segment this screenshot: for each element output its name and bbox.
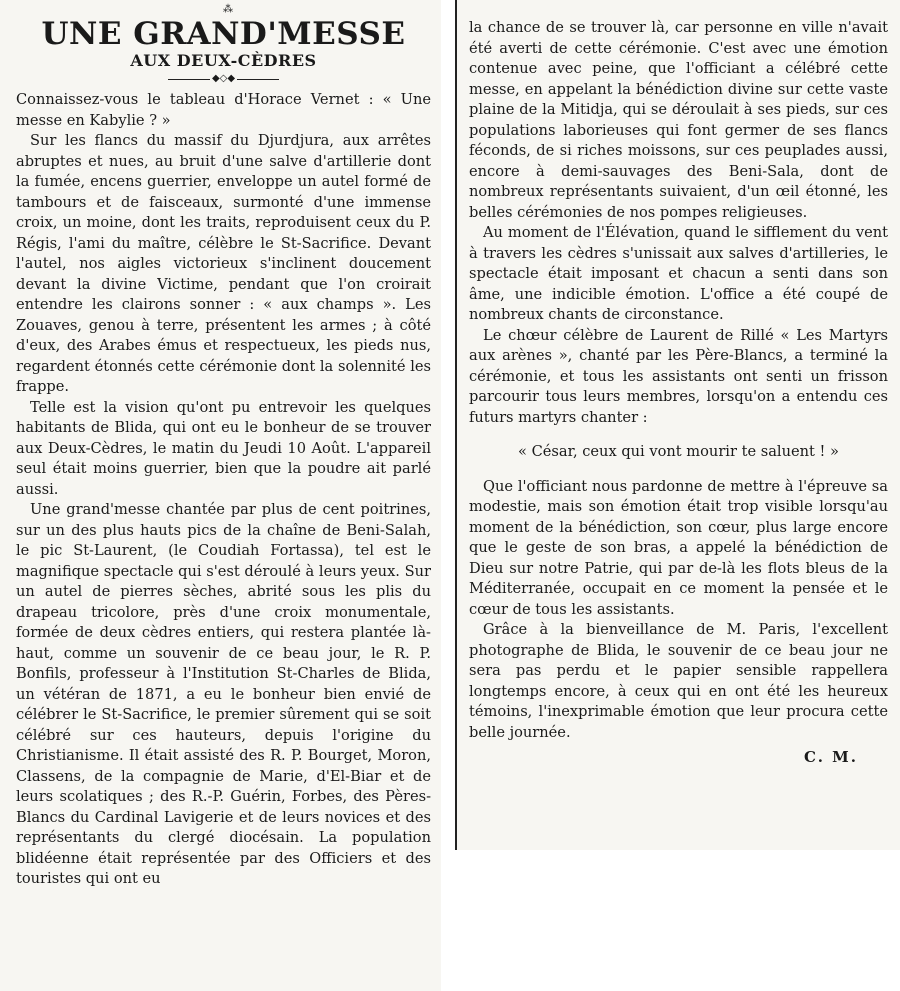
paragraph-intro: Connaissez-vous le tableau d'Horace Vernet : « Une messe en Kabylie ? » [16,91,431,129]
paragraph-grand-messe: Une grand'messe chantée par plus de cent poitrines, sur un des plus hauts pics de la chaîne de Beni-Salah, le pic St-Laurent, (le Coudiah Fortassa), tel est le magnifique spectacle qui s'est déroulé à leurs yeux. Sur un autel de pierres sèches, abrité sous les plis du drapeau tricolore, près d'une croix monumentale, formée de deux cèdres entiers, qui restera plantée là-haut, comme un souvenir de ce beau jour, le R. P. Bonfils, professeur à l'Institution St-Charles de Blida, un vétéran de 1871, a eu le bonheur bien envié de célébrer le St-Sacrifice, le premier sûrement qui se soit célébré sur ces hauteurs, depuis l'origine du Christianisme. Il était assisté des R. P. Bourget, Moron, Classens, de la compagnie de Marie, d'El-Biar et de leurs scolatiques ; des R.-P. Guérin, Forbes, des Pères-Blancs du Cardinal Lavigerie et de leurs novices et des représentants du clergé diocésain. La population blidéenne était représentée par des Officiers et des touristes qui ont eu [16,501,431,887]
paragraph-continuation: la chance de se trouver là, car personne en ville n'avait été averti de cette cérémonie. C'est avec une émotion contenue avec peine, que l'officiant a célébré cette messe, en appelant la bénédiction divine sur cette vaste plaine de la Mitidja, qui se déroulait à ses pieds, sur ces populations laborieuses qui font germer de ses flancs féconds, de si riches moissons, sur ces peuplades aussi, encore à demi-sauvages des Beni-Sala, dont de nombreux représentants suivaient, d'un œil étonné, les belles cérémonies de nos pompes religieuses. [469,19,888,221]
title-divider: ◆◇◆ [16,74,431,84]
article-column-left [0,0,441,991]
paragraph-vernet-scene: Sur les flancs du massif du Djurdjura, aux arrêtes abruptes et nues, au bruit d'une salve d'artillerie dont la fumée, encens guerrier, enveloppe un autel formé de tambours et de faisceaux, surmonté d'une immense croix, un moine, dont les traits, reproduisent ceux du P. Régis, l'ami du maître, célèbre le St-Sacrifice. Devant l'autel, nos aigles victorieux s'inclinent doucement devant la divine Victime, pendant que l'on croirait entendre les clairons sonner : « aux champs ». Les Zouaves, genou à terre, présentent les armes ; à côté d'eux, des Arabes émus et respectueux, les pieds nus, regardent étonnés cette cérémonie dont la solennité les frappe. [16,132,431,395]
article-title: UNE GRAND'MESSE [41,16,406,52]
article-subtitle: AUX DEUX-CÈDRES [130,51,317,70]
signature: C. M. [804,748,858,766]
paragraph-officiant: Que l'officiant nous pardonne de mettre à l'épreuve sa modestie, mais son émotion était trop visible lorsqu'au moment de la bénédiction, son cœur, plus large encore que le geste de son bras, a appelé la bénédiction de Dieu sur notre Patrie, qui par de-là les flots bleus de la Méditerranée, occupait en ce moment la pensée et le cœur de tous les assistants. [469,477,888,618]
ornament-asterism: ⁂ [223,4,234,15]
quote-cesar: « César, ceux qui vont mourir te saluent ! » [518,443,839,460]
article-column-right [455,0,900,850]
paragraph-vision: Telle est la vision qu'ont pu entrevoir les quelques habitants de Blida, qui ont eu le bonheur de se trouver aux Deux-Cèdres, le matin du Jeudi 10 Août. L'appareil seul était moins guerrier, bien que la poudre ait parlé aussi. [16,398,431,498]
paragraph-elevation: Au moment de l'Élévation, quand le sifflement du vent à travers les cèdres s'unissait aux salves d'artilleries, le spectacle était imposant et chacun a senti dans son âme, une indicible émotion. L'office a été coupé de nombreux chants de circonstance. [469,224,888,323]
paragraph-choeur: Le chœur célèbre de Laurent de Rillé « Les Martyrs aux arènes », chanté par les Père-Blancs, a terminé la cérémonie, et tous les assistants ont senti un frisson parcourir tous leurs membres, lorsqu'on a entendu ces futurs martyrs chanter : [469,326,888,426]
paragraph-photographe: Grâce à la bienveillance de M. Paris, l'excellent photographe de Blida, le souvenir de ce beau jour ne sera pas perdu et le papier sensible rappellera longtemps encore, à ceux qui en ont été les heureux témoins, l'inexprimable émotion que leur procura cette belle journée. [469,621,888,741]
